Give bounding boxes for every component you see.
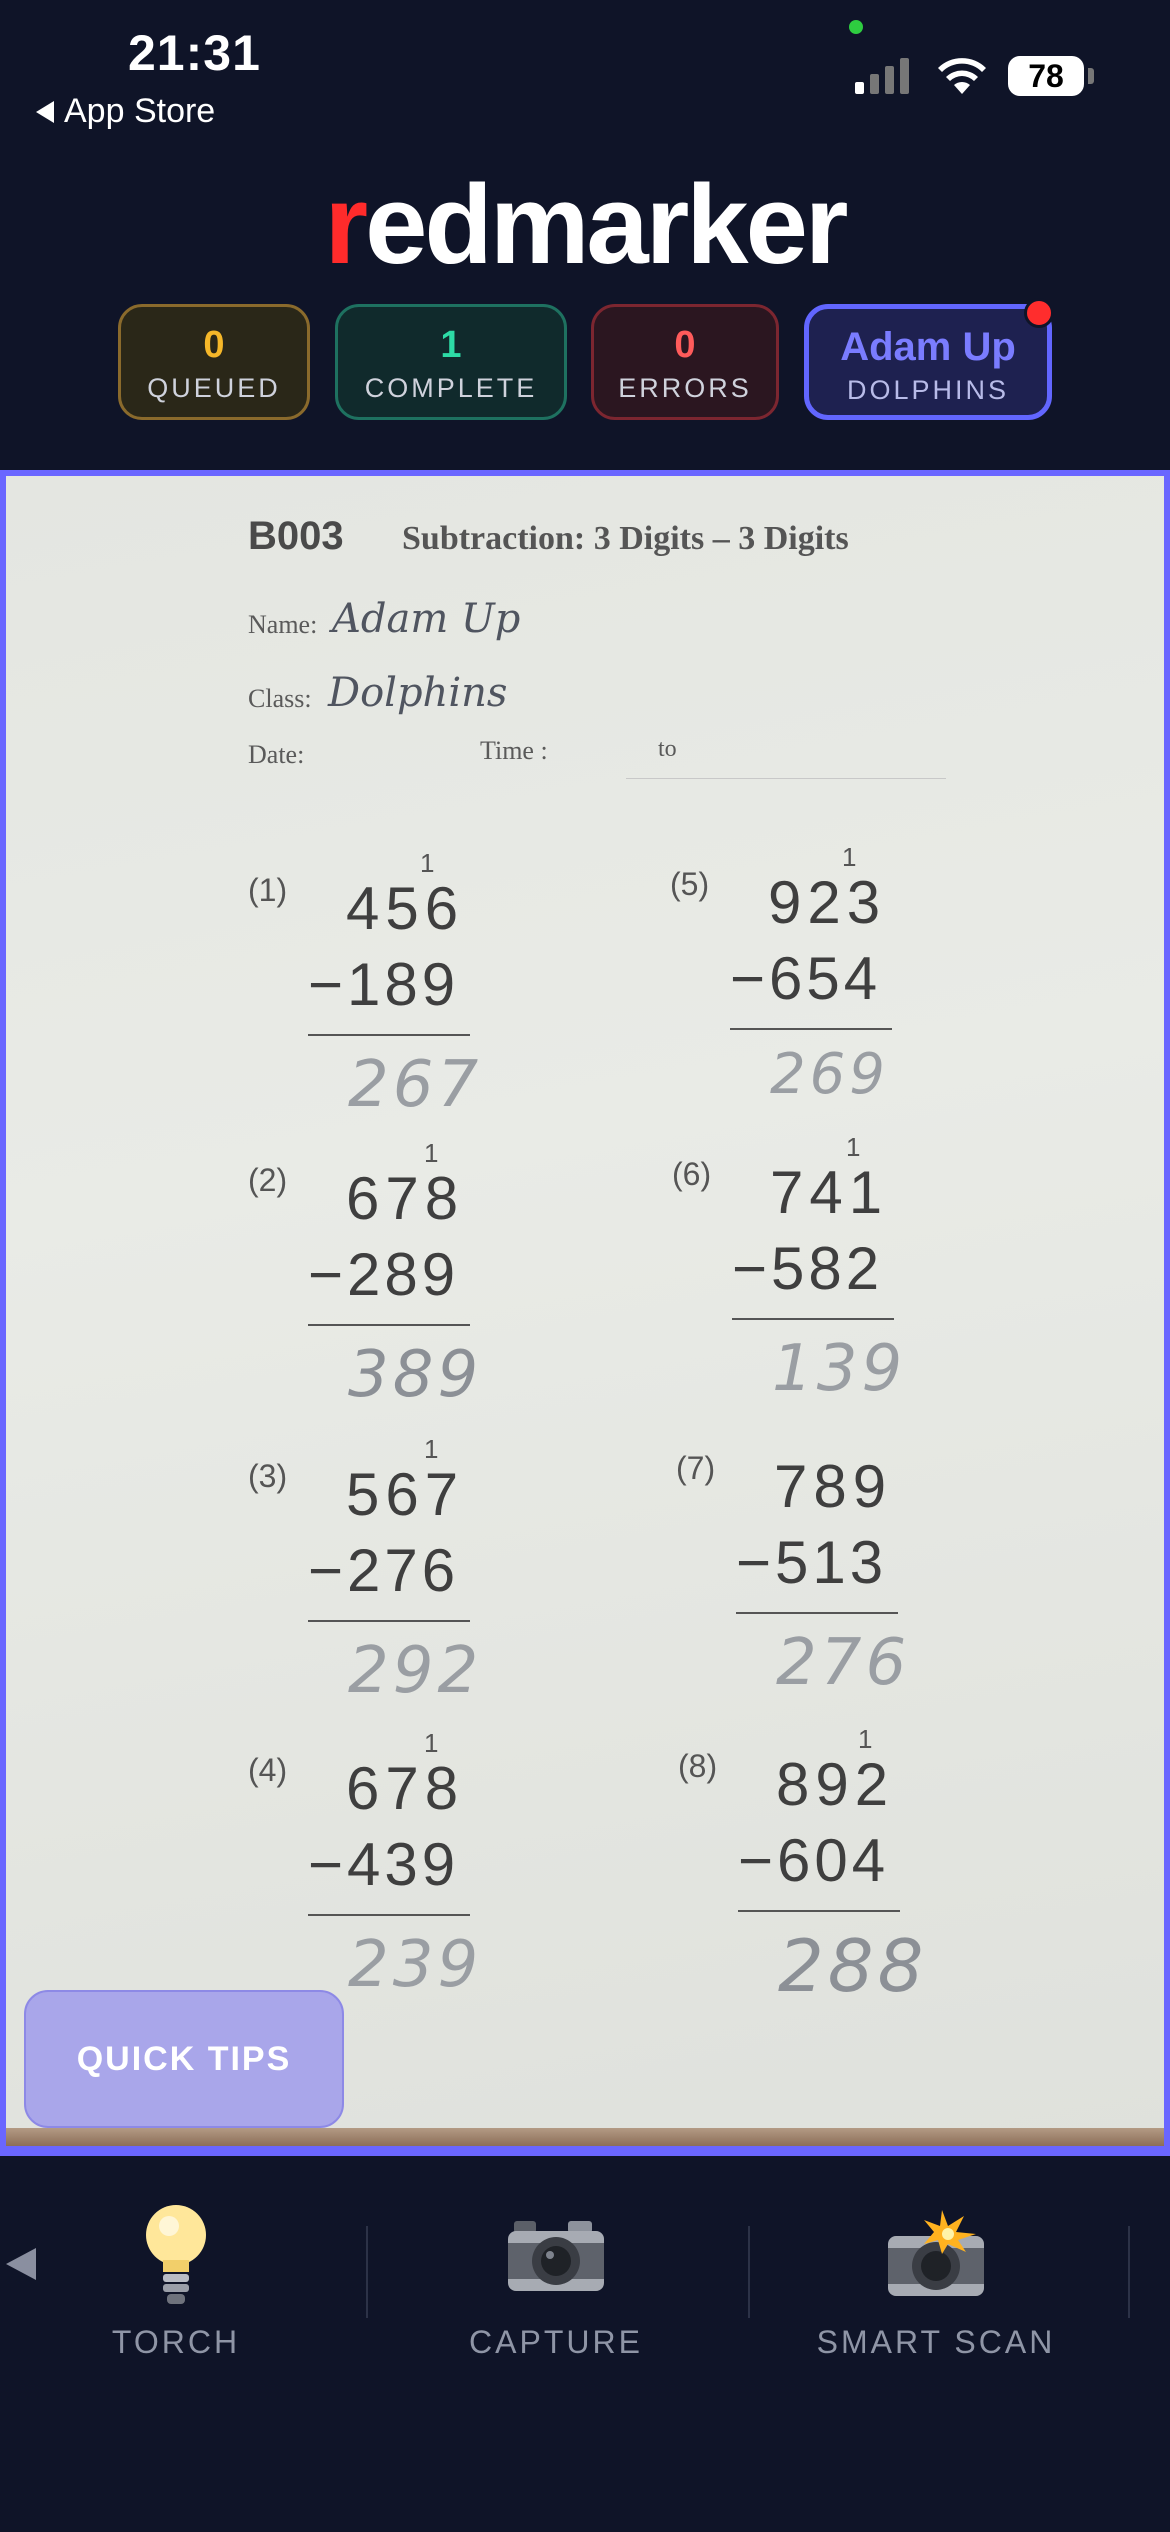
battery-icon: 78 xyxy=(1008,56,1084,96)
problem-8 xyxy=(678,1724,978,2018)
errors-label: ERRORS xyxy=(618,373,752,403)
camera-icon xyxy=(406,2200,706,2310)
minuend: 741 xyxy=(770,1159,889,1226)
problem-5 xyxy=(670,842,970,1136)
errors-counter[interactable] xyxy=(591,304,779,420)
subtrahend: −654 xyxy=(730,945,882,1012)
problem-number: (7) xyxy=(676,1450,716,1486)
minuend: 567 xyxy=(346,1461,465,1528)
answer-line xyxy=(738,1910,900,1912)
problem-number: (5) xyxy=(670,866,710,902)
student-class: DOLPHINS xyxy=(846,375,1010,405)
status-time: 21:31 xyxy=(128,25,261,81)
name-label: Name: xyxy=(248,610,318,639)
minuend: 678 xyxy=(346,1755,465,1822)
errors-count: 0 xyxy=(674,324,696,366)
complete-counter[interactable] xyxy=(335,304,567,420)
date-label: Date: xyxy=(248,740,305,769)
carry-mark: 1 xyxy=(858,1724,873,1754)
problem-number: (4) xyxy=(248,1752,288,1788)
handwritten-answer: 269 xyxy=(770,1042,889,1107)
smart-scan-label: SMART SCAN xyxy=(816,2324,1056,2360)
worksheet-title: Subtraction: 3 Digits – 3 Digits xyxy=(402,520,849,557)
class-name-handwritten: Dolphins xyxy=(328,670,508,716)
class-label: Class: xyxy=(248,684,312,713)
handwritten-answer: 276 xyxy=(776,1626,911,1700)
smart-scan-button[interactable] xyxy=(786,2200,1086,2361)
logo-text: edmarker xyxy=(365,162,846,287)
subtrahend: −276 xyxy=(308,1537,460,1604)
carry-mark: 1 xyxy=(424,1728,439,1758)
subtrahend: −513 xyxy=(736,1529,888,1596)
answer-line xyxy=(308,1620,470,1622)
carry-mark: 1 xyxy=(420,848,435,878)
problem-number: (2) xyxy=(248,1162,288,1198)
student-selector-button[interactable] xyxy=(804,304,1052,420)
handwritten-answer: 139 xyxy=(772,1332,907,1406)
cellular-signal-icon xyxy=(855,58,909,94)
answer-line xyxy=(308,1324,470,1326)
wifi-icon xyxy=(936,56,988,96)
problem-4 xyxy=(248,1728,548,2022)
handwritten-answer: 239 xyxy=(348,1928,483,2002)
worksheet-code: B003 xyxy=(248,514,344,558)
problem-7 xyxy=(676,1440,976,1720)
problem-3 xyxy=(248,1434,548,1728)
answer-line xyxy=(736,1612,898,1614)
student-name: Adam Up xyxy=(840,325,1016,369)
app-logo xyxy=(0,160,1170,289)
complete-count: 1 xyxy=(440,324,462,366)
carry-mark: 1 xyxy=(842,842,857,872)
complete-label: COMPLETE xyxy=(364,373,538,403)
notification-badge xyxy=(1024,298,1054,328)
camera-in-use-indicator xyxy=(849,20,863,34)
torch-button[interactable] xyxy=(26,2200,326,2361)
subtrahend: −582 xyxy=(732,1235,884,1302)
queued-counter[interactable] xyxy=(118,304,310,420)
problem-6 xyxy=(672,1132,972,1426)
capture-button[interactable] xyxy=(406,2200,706,2361)
handwritten-answer: 389 xyxy=(348,1338,483,1412)
problem-1 xyxy=(248,848,548,1142)
camera-flash-icon xyxy=(786,2200,1086,2310)
time-underline xyxy=(626,778,946,779)
answer-line xyxy=(730,1028,892,1030)
subtrahend: −439 xyxy=(308,1831,460,1898)
queued-label: QUEUED xyxy=(147,373,281,403)
minuend: 892 xyxy=(776,1751,895,1818)
worksheet-photo xyxy=(6,476,1164,2146)
status-bar xyxy=(0,0,1170,150)
subtrahend: −289 xyxy=(308,1241,460,1308)
torch-label: TORCH xyxy=(111,2324,241,2360)
lightbulb-icon xyxy=(26,2200,326,2310)
battery-cap xyxy=(1088,68,1094,84)
minuend: 678 xyxy=(346,1165,465,1232)
toolbar-divider xyxy=(1128,2226,1130,2318)
problem-number: (6) xyxy=(672,1156,712,1192)
problem-number: (1) xyxy=(248,872,288,908)
handwritten-answer: 288 xyxy=(778,1924,928,2008)
problem-number: (8) xyxy=(678,1748,718,1784)
to-label: to xyxy=(658,736,677,762)
problem-2 xyxy=(248,1138,548,1432)
answer-line xyxy=(308,1034,470,1036)
capture-label: CAPTURE xyxy=(469,2324,643,2360)
back-arrow-icon xyxy=(36,101,54,123)
back-to-app-store[interactable] xyxy=(36,92,215,131)
minuend: 789 xyxy=(774,1453,893,1520)
toolbar-divider xyxy=(748,2226,750,2318)
subtrahend: −189 xyxy=(308,951,460,1018)
minuend: 923 xyxy=(768,869,887,936)
paper-bottom-edge xyxy=(6,2128,1164,2146)
back-app-label: App Store xyxy=(64,92,216,130)
logo-red-letter: r xyxy=(324,162,366,287)
student-name-handwritten: Adam Up xyxy=(332,596,521,642)
handwritten-answer: 292 xyxy=(348,1634,483,1708)
carry-mark: 1 xyxy=(846,1132,861,1162)
carry-mark: 1 xyxy=(424,1138,439,1168)
minuend: 456 xyxy=(346,875,465,942)
answer-line xyxy=(732,1318,894,1320)
answer-line xyxy=(308,1914,470,1916)
handwritten-answer: 267 xyxy=(348,1048,483,1122)
queued-count: 0 xyxy=(203,324,225,366)
subtrahend: −604 xyxy=(738,1827,890,1894)
quick-tips-button[interactable]: QUICK TIPS xyxy=(24,1990,344,2128)
time-label: Time : xyxy=(480,736,548,765)
problem-number: (3) xyxy=(248,1458,288,1494)
toolbar-divider xyxy=(366,2226,368,2318)
carry-mark: 1 xyxy=(424,1434,439,1464)
camera-viewfinder[interactable] xyxy=(0,470,1170,2156)
